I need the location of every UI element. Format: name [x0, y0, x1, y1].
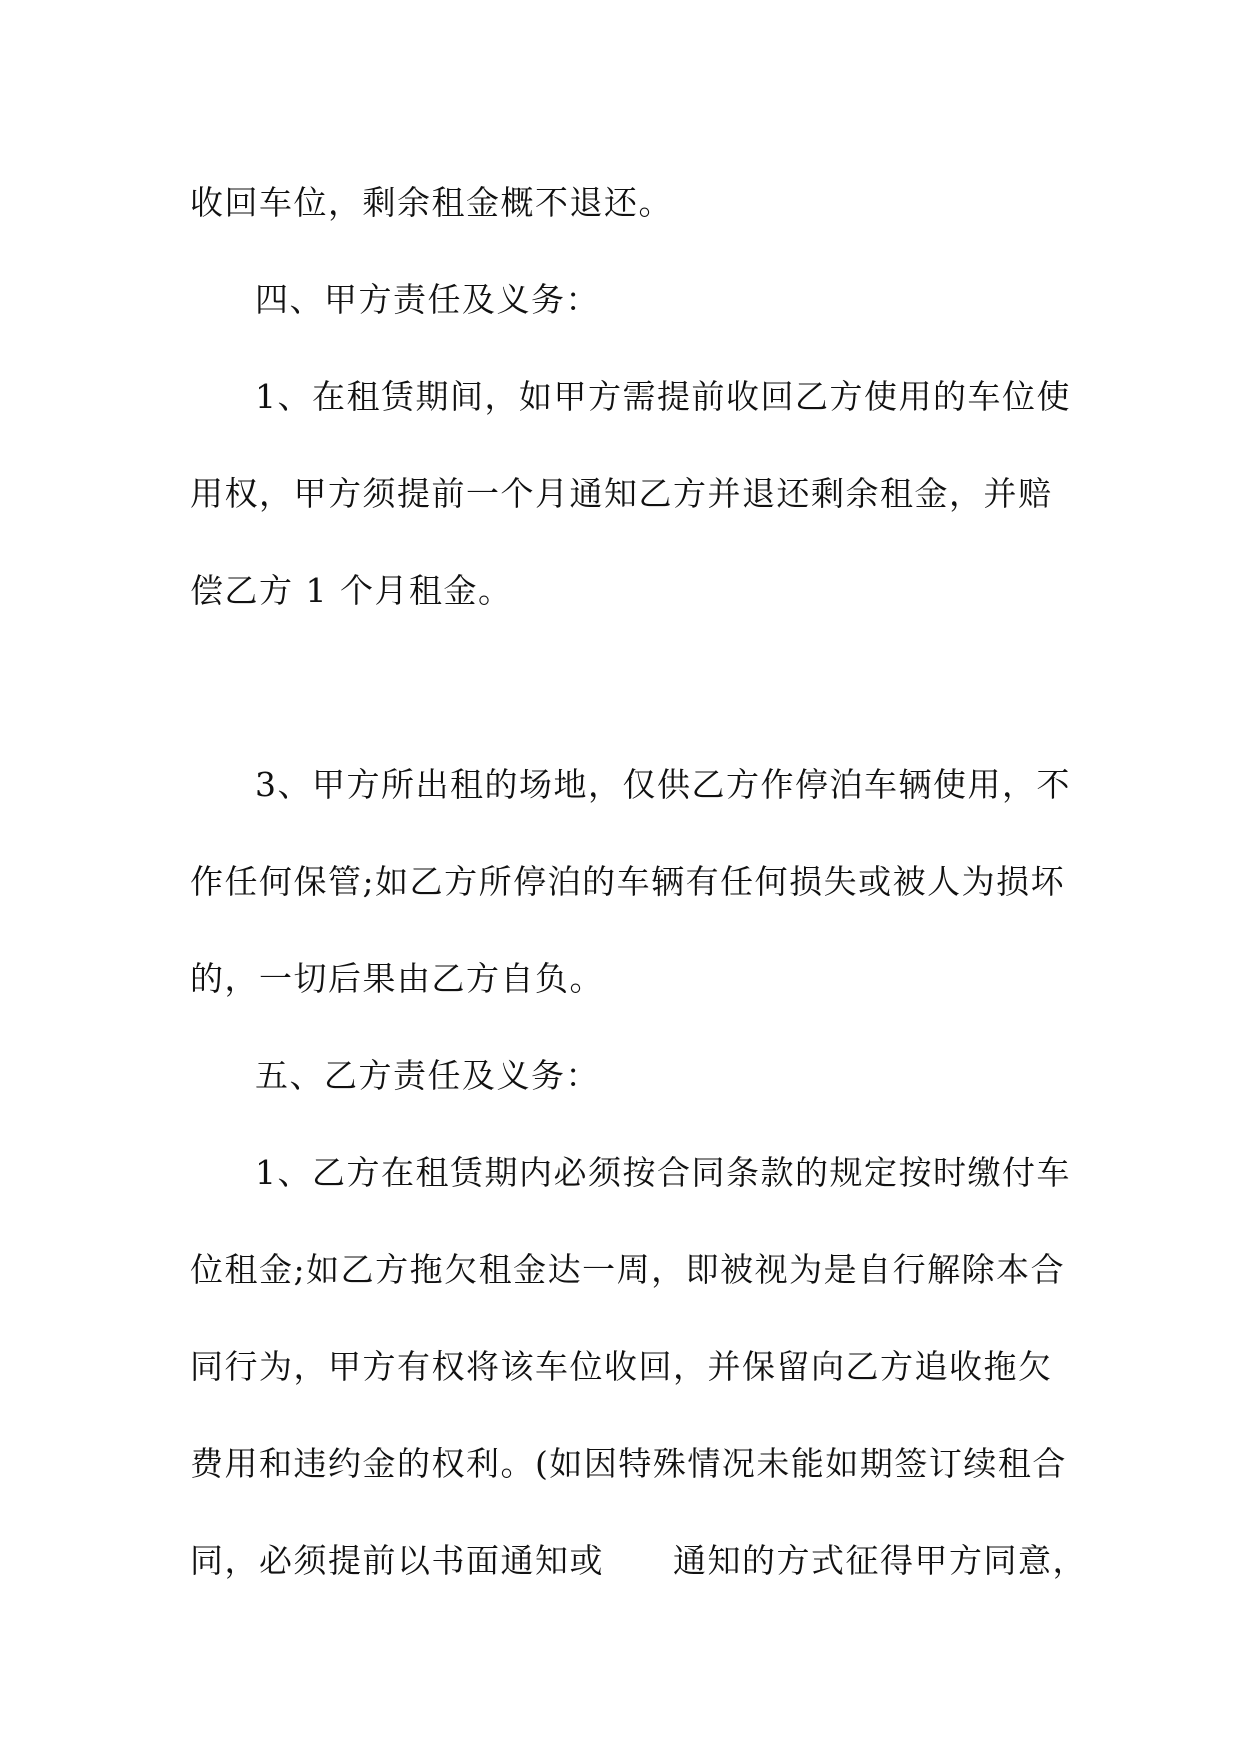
- text-line: 1、在租赁期间，如甲方需提前收回乙方使用的车位使: [255, 377, 1071, 416]
- text-line: 的，一切后果由乙方自负。: [190, 959, 604, 998]
- text-line: 1、乙方在租赁期内必须按合同条款的规定按时缴付车: [255, 1153, 1071, 1192]
- text-line: 收回车位，剩余租金概不退还。: [190, 183, 673, 222]
- text-line: 3、甲方所出租的场地，仅供乙方作停泊车辆使用，不: [255, 765, 1071, 804]
- text-line: 偿乙方 1 个月租金。: [190, 571, 513, 610]
- text-line: 用权，甲方须提前一个月通知乙方并退还剩余租金，并赔: [190, 474, 1053, 513]
- text-line: 费用和违约金的权利。(如因特殊情况未能如期签订续租合: [190, 1444, 1067, 1483]
- section-heading: 四、甲方责任及义务：: [255, 280, 600, 319]
- text-line: 同，必须提前以书面通知或 通知的方式征得甲方同意，: [190, 1541, 1087, 1580]
- text-line: 位租金;如乙方拖欠租金达一周，即被视为是自行解除本合: [190, 1250, 1066, 1289]
- section-heading: 五、乙方责任及义务：: [255, 1056, 600, 1095]
- text-line: 同行为，甲方有权将该车位收回，并保留向乙方追收拖欠: [190, 1347, 1053, 1386]
- text-line: 作任何保管;如乙方所停泊的车辆有任何损失或被人为损坏: [190, 862, 1066, 901]
